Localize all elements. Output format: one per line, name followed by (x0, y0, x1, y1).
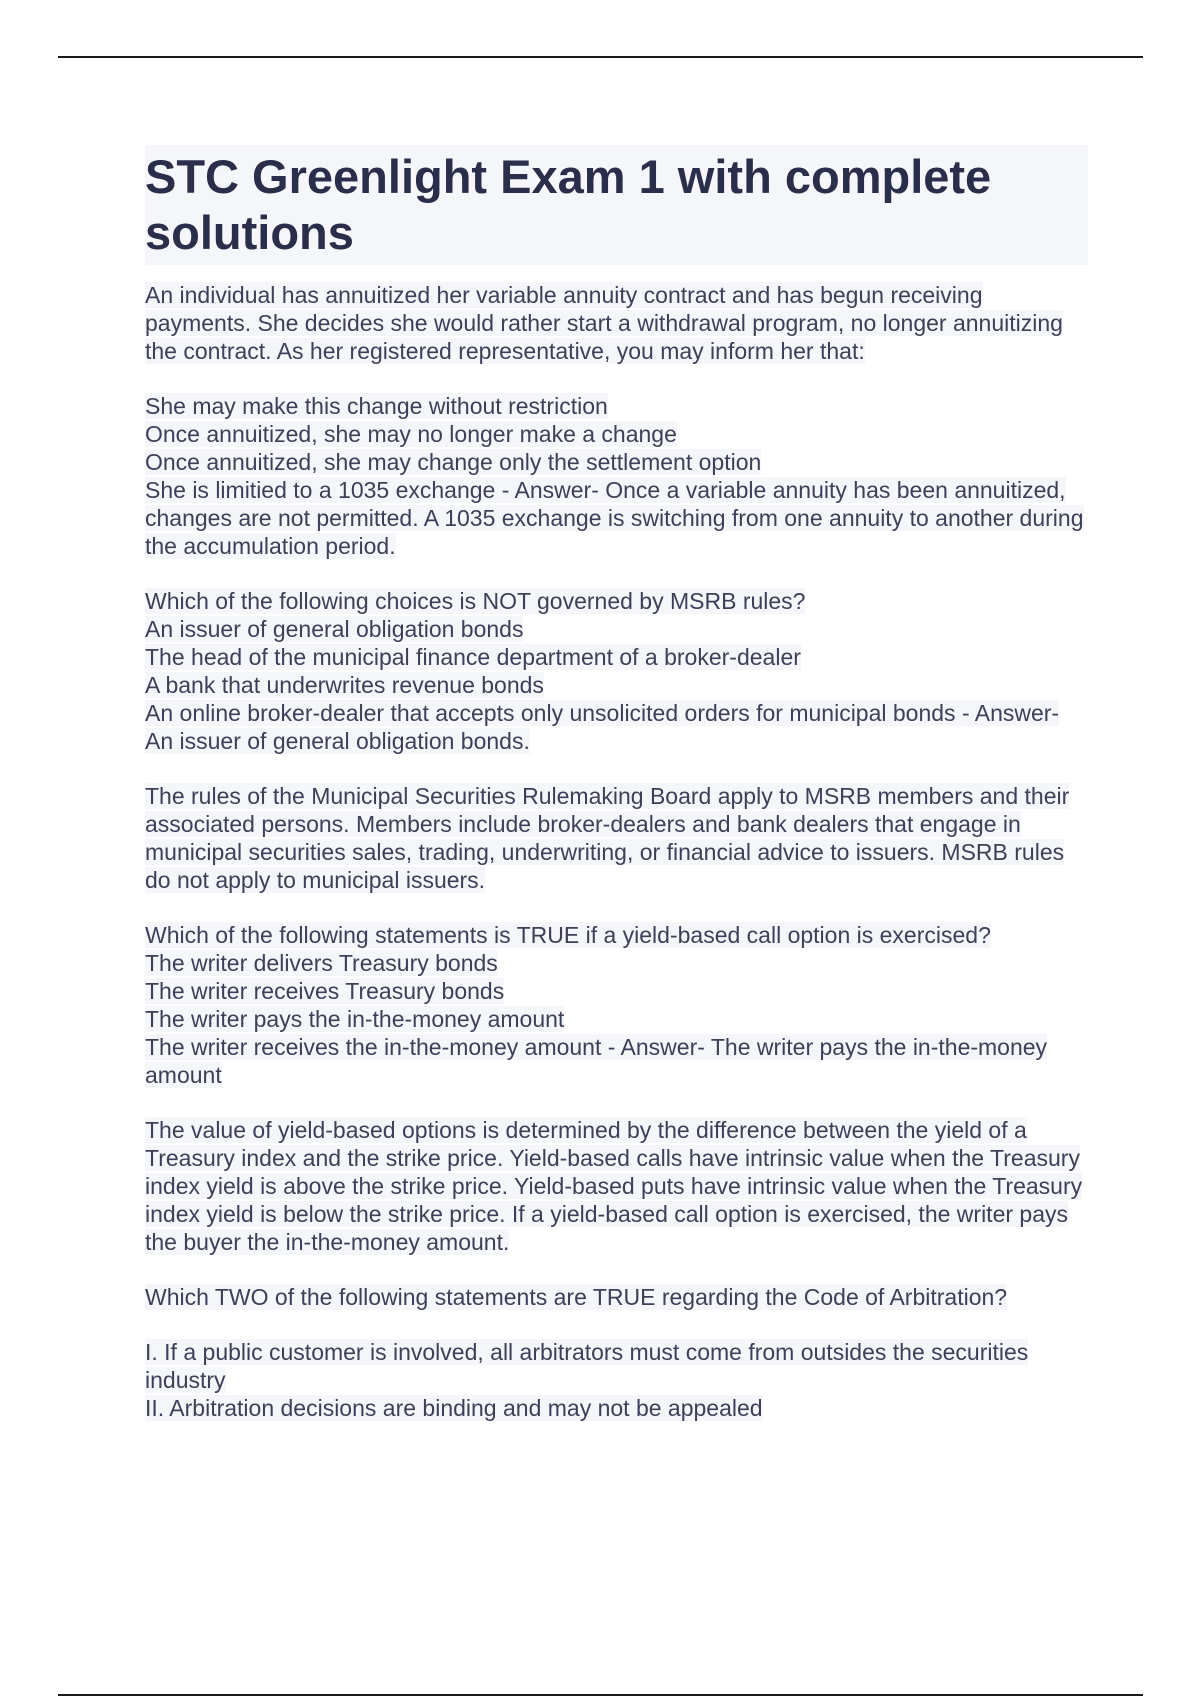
question-3 (145, 921, 1088, 1089)
question-3-option: The writer delivers Treasury bonds (145, 950, 498, 976)
question-2-stem: Which of the following choices is NOT governed by MSRB rules? (145, 588, 806, 614)
bottom-rule (58, 1694, 1143, 1696)
question-4-statements (145, 1338, 1088, 1422)
document-content (145, 145, 1088, 1422)
page-title: STC Greenlight Exam 1 with complete solutions (145, 150, 992, 259)
question-3-explanation: The value of yield-based options is determined by the difference between the yield of a Treasury index and the strike price. Yield-based calls have intrinsic value when the Treasury index yield is above the strike price. Yield-based puts have intrinsic value when the Treasury index yield is below the strike price. If a yield-based call option is exercised, the writer pays the buyer the in-the-money amount. (145, 1117, 1083, 1255)
question-3-stem: Which of the following statements is TRUE if a yield-based call option is exercised? (145, 922, 991, 948)
question-1-option: Once annuitized, she may no longer make a change (145, 421, 677, 447)
question-2-explanation: The rules of the Municipal Securities Rulemaking Board apply to MSRB members and their associated persons. Members include broker-dealers and bank dealers that engage in municipal securities sales, trading, underwriting, or financial advice to issuers. MSRB rules do not apply to municipal issuers. (145, 783, 1070, 893)
question-2-option: The head of the municipal finance department of a broker-dealer (145, 644, 801, 670)
question-3-answer: The writer receives the in-the-money amount - Answer- The writer pays the in-the-money amount (145, 1034, 1048, 1088)
title-block (145, 145, 1088, 265)
question-2-option: A bank that underwrites revenue bonds (145, 672, 544, 698)
question-1-options (145, 392, 1088, 560)
question-4-stem: Which TWO of the following statements are TRUE regarding the Code of Arbitration? (145, 1284, 1008, 1310)
question-1-stem: An individual has annuitized her variable annuity contract and has begun receiving payments. She decides she would rather start a withdrawal program, no longer annuitizing the contract. As her registered representative, you may inform her that: (145, 282, 1063, 364)
question-2 (145, 587, 1088, 755)
question-1-option: She may make this change without restriction (145, 393, 608, 419)
top-rule (58, 56, 1143, 58)
question-3-option: The writer pays the in-the-money amount (145, 1006, 565, 1032)
question-4-statement: II. Arbitration decisions are binding and may not be appealed (145, 1395, 763, 1421)
question-2-answer: An online broker-dealer that accepts only unsolicited orders for municipal bonds - Answer- An issuer of general obligation bonds. (145, 700, 1060, 754)
question-4-statement: I. If a public customer is involved, all arbitrators must come from outsides the securities industry (145, 1339, 1029, 1393)
question-2-option: An issuer of general obligation bonds (145, 616, 524, 642)
question-3-option: The writer receives Treasury bonds (145, 978, 505, 1004)
document-body (145, 281, 1088, 1422)
question-1-option: Once annuitized, she may change only the settlement option (145, 449, 762, 475)
question-1-answer: She is limitied to a 1035 exchange - Answer- Once a variable annuity has been annuitized, changes are not permitted. A 1035 exchange is switching from one annuity to another during the accumulation period. (145, 477, 1084, 559)
